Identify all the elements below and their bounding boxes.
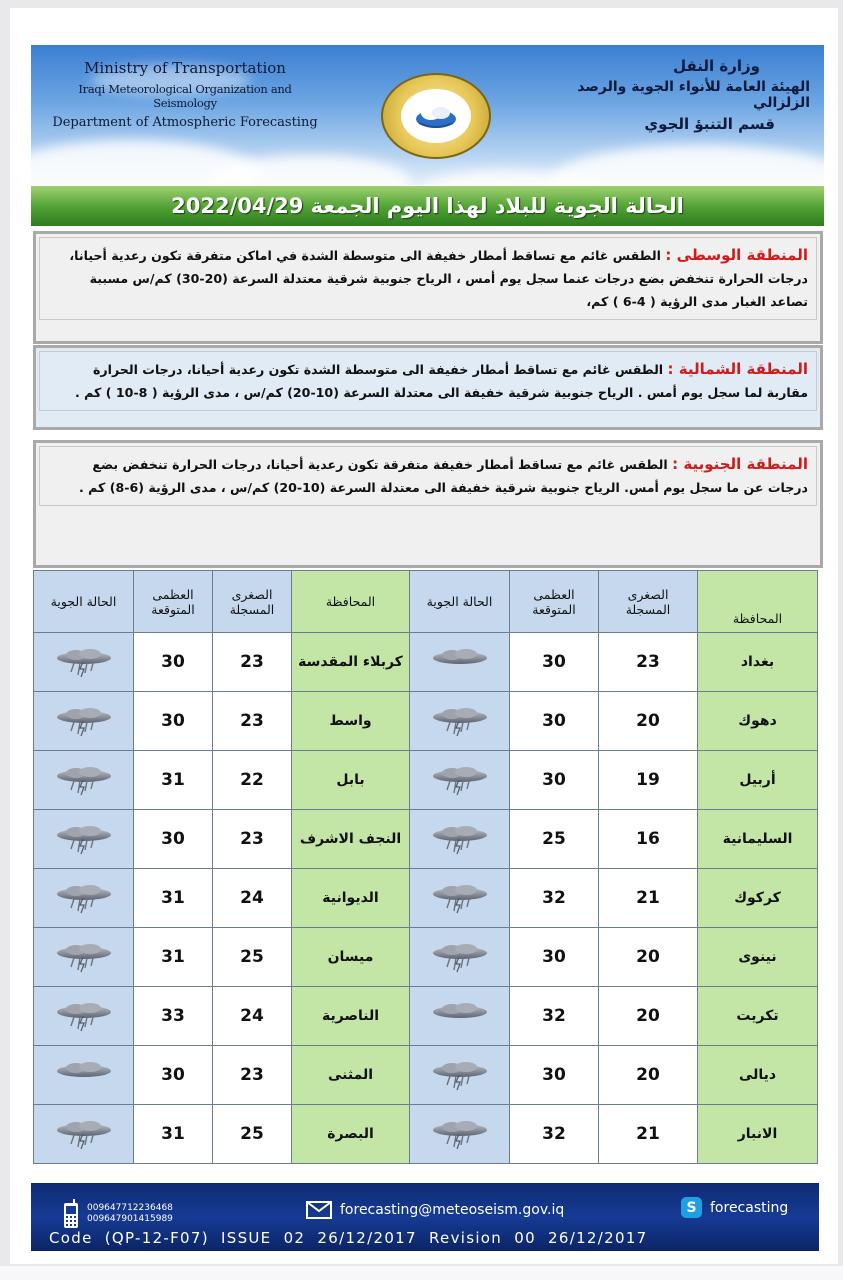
thunderstorm-icon: [430, 1117, 490, 1151]
weather-cell: [410, 987, 510, 1046]
governorate-cell: البصرة: [292, 1105, 410, 1164]
phone-contact: [63, 1199, 173, 1229]
weather-cell: [34, 1046, 134, 1105]
weather-cell: [34, 1105, 134, 1164]
min-temp-cell: 25: [213, 928, 292, 987]
weather-cell: [410, 1105, 510, 1164]
weather-cell: [34, 692, 134, 751]
min-temp-cell: 20: [599, 987, 698, 1046]
department-name-ar: قسم التنبؤ الجوي: [644, 115, 775, 133]
table-row: [34, 1105, 818, 1164]
governorate-cell: ميسان: [292, 928, 410, 987]
ministry-name-en: Ministry of Transportation: [84, 59, 286, 77]
weather-cell: [410, 633, 510, 692]
weather-cell: [410, 928, 510, 987]
max-temp-cell: 25: [510, 810, 599, 869]
max-temp-cell: 30: [510, 1046, 599, 1105]
cloudy-icon: [54, 1058, 114, 1092]
governorate-cell: تكريت: [698, 987, 818, 1046]
min-temp-cell: 16: [599, 810, 698, 869]
weather-cell: [34, 869, 134, 928]
header-governorate: المحافظة: [292, 571, 410, 633]
max-temp-cell: 30: [134, 810, 213, 869]
phone-number[interactable]: 009647712236468: [87, 1203, 173, 1213]
header-max-expected: العظمى المتوقعة: [134, 571, 213, 633]
governorate-cell: الديوانية: [292, 869, 410, 928]
region-forecast-text: الطقس غائم مع تساقط أمطار خفيفة الى متوسطة الشدة تكون رعدية أحيانا، درجات الحرارة مقاربة لما سجل يوم أمس . الرياح جنوبية شرقية خفيفة الى معتدلة السرعة (10-20) كم/س ، مدى الرؤية ( 8-10 ) كم .: [75, 362, 808, 400]
thunderstorm-icon: [430, 940, 490, 974]
temperature-table: [33, 570, 818, 1164]
governorate-cell: المثنى: [292, 1046, 410, 1105]
thunderstorm-icon: [54, 704, 114, 738]
weather-cell: [34, 751, 134, 810]
header-weather: الحالة الجوية: [410, 571, 510, 633]
header-min-recorded: الصغرى المسجلة: [213, 571, 292, 633]
min-temp-cell: 22: [213, 751, 292, 810]
department-name-en: Department of Atmospheric Forecasting: [52, 115, 318, 130]
min-temp-cell: 25: [213, 1105, 292, 1164]
governorate-cell: كركوك: [698, 869, 818, 928]
phone-number[interactable]: 009647901415989: [87, 1214, 173, 1224]
governorate-cell: النجف الاشرف: [292, 810, 410, 869]
header-governorate: المحافظة: [698, 571, 818, 633]
mobile-phone-icon: [63, 1199, 79, 1229]
thunderstorm-icon: [54, 881, 114, 915]
email-contact: [306, 1201, 564, 1219]
skype-contact: [681, 1197, 788, 1218]
weather-cell: [34, 633, 134, 692]
max-temp-cell: 30: [134, 692, 213, 751]
min-temp-cell: 23: [599, 633, 698, 692]
organization-name-ar: الهيئة العامة للأنواء الجوية والرصد الزلزالي: [577, 79, 810, 111]
cloudy-icon: [430, 999, 490, 1033]
table-row: [34, 692, 818, 751]
governorate-cell: ديالى: [698, 1046, 818, 1105]
min-temp-cell: 20: [599, 1046, 698, 1105]
cloudy-icon: [430, 645, 490, 679]
table-row: [34, 987, 818, 1046]
governorate-cell: الناصرية: [292, 987, 410, 1046]
max-temp-cell: 33: [134, 987, 213, 1046]
region-forecast-text: الطقس غائم مع تساقط أمطار خفيفة متفرقة تكون رعدية أحيانا، درجات الحرارة تنخفض بضع درجات عن ما سجل يوم أمس. الرياح جنوبية شرقية خفيفة الى معتدلة السرعة (10-20) كم/س ، مدى الرؤية (6-8) كم .: [79, 457, 808, 495]
max-temp-cell: 30: [510, 633, 599, 692]
thunderstorm-icon: [54, 645, 114, 679]
table-row: [34, 751, 818, 810]
document-code: Code (QP-12-F07) ISSUE 02 26/12/2017 Revision 00 26/12/2017: [49, 1229, 648, 1247]
table-row: [34, 633, 818, 692]
governorate-cell: كربلاء المقدسة: [292, 633, 410, 692]
weather-cell: [410, 810, 510, 869]
email-link[interactable]: forecasting@meteoseism.gov.iq: [340, 1202, 565, 1218]
forecast-box-north: [33, 345, 823, 430]
max-temp-cell: 31: [134, 751, 213, 810]
min-temp-cell: 24: [213, 869, 292, 928]
governorate-cell: الانبار: [698, 1105, 818, 1164]
min-temp-cell: 23: [213, 1046, 292, 1105]
min-temp-cell: 23: [213, 810, 292, 869]
title-bar: [31, 186, 824, 226]
meteorology-seal-icon: [381, 73, 491, 159]
organization-name-en: Iraqi Meteorological Organization and Seismology: [78, 82, 292, 110]
max-temp-cell: 32: [510, 987, 599, 1046]
weather-cell: [34, 810, 134, 869]
max-temp-cell: 31: [134, 869, 213, 928]
thunderstorm-icon: [54, 999, 114, 1033]
min-temp-cell: 20: [599, 692, 698, 751]
weather-cell: [410, 751, 510, 810]
thunderstorm-icon: [430, 1058, 490, 1092]
bottom-strip: [0, 1266, 843, 1280]
skype-icon: S: [681, 1197, 702, 1218]
max-temp-cell: 30: [134, 1046, 213, 1105]
min-temp-cell: 23: [213, 633, 292, 692]
weather-cell: [410, 692, 510, 751]
min-temp-cell: 20: [599, 928, 698, 987]
max-temp-cell: 30: [134, 633, 213, 692]
cloud-decoration: [551, 145, 824, 185]
governorate-cell: السليمانية: [698, 810, 818, 869]
skype-handle[interactable]: forecasting: [710, 1199, 789, 1216]
table-row: [34, 1046, 818, 1105]
table-row: [34, 928, 818, 987]
forecast-box-central: [33, 231, 823, 344]
region-name: المنطقة الوسطى :: [665, 246, 808, 264]
weather-cell: [34, 987, 134, 1046]
min-temp-cell: 21: [599, 1105, 698, 1164]
page-title: الحالة الجوية للبلاد لهذا اليوم الجمعة 2022/04/29: [171, 194, 684, 218]
english-header: [45, 59, 325, 130]
forecast-box-south: [33, 440, 823, 568]
ministry-name-ar: وزارة النقل: [673, 57, 760, 75]
region-forecast-text: الطقس غائم مع تساقط أمطار خفيفة الى متوسطة الشدة في اماكن متفرقة تكون رعدية أحيانا، درجات الحرارة تنخفض بضع درجات عنما سجل يوم أمس ، الرياح جنوبية شرقية معتدلة السرعة (20-30) كم/س مسببة تصاعد الغبار مدى الرؤية ( 4-6 ) كم،: [69, 248, 808, 309]
max-temp-cell: 31: [134, 928, 213, 987]
max-temp-cell: 30: [510, 692, 599, 751]
thunderstorm-icon: [430, 763, 490, 797]
governorate-cell: واسط: [292, 692, 410, 751]
min-temp-cell: 19: [599, 751, 698, 810]
min-temp-cell: 23: [213, 692, 292, 751]
min-temp-cell: 24: [213, 987, 292, 1046]
min-temp-cell: 21: [599, 869, 698, 928]
weather-cell: [34, 928, 134, 987]
governorate-cell: بابل: [292, 751, 410, 810]
thunderstorm-icon: [430, 704, 490, 738]
header-min-recorded: الصغرى المسجلة: [599, 571, 698, 633]
thunderstorm-icon: [430, 822, 490, 856]
max-temp-cell: 32: [510, 869, 599, 928]
region-name: المنطقة الجنوبية :: [672, 455, 808, 473]
thunderstorm-icon: [54, 1117, 114, 1151]
governorate-cell: نينوى: [698, 928, 818, 987]
weather-cell: [410, 869, 510, 928]
thunderstorm-icon: [54, 763, 114, 797]
footer-bar: [31, 1183, 819, 1251]
thunderstorm-icon: [54, 822, 114, 856]
envelope-icon: [306, 1201, 332, 1219]
table-header-row: [34, 571, 818, 633]
governorate-cell: بغداد: [698, 633, 818, 692]
max-temp-cell: 30: [510, 751, 599, 810]
region-name: المنطقة الشمالية :: [667, 360, 808, 378]
thunderstorm-icon: [430, 881, 490, 915]
max-temp-cell: 31: [134, 1105, 213, 1164]
header-max-expected: العظمى المتوقعة: [510, 571, 599, 633]
arabic-header: [570, 57, 810, 133]
table-row: [34, 869, 818, 928]
weather-cell: [410, 1046, 510, 1105]
governorate-cell: دهوك: [698, 692, 818, 751]
header-weather: الحالة الجوية: [34, 571, 134, 633]
thunderstorm-icon: [54, 940, 114, 974]
header-banner: [31, 45, 824, 185]
max-temp-cell: 30: [510, 928, 599, 987]
governorate-cell: أربيل: [698, 751, 818, 810]
table-row: [34, 810, 818, 869]
max-temp-cell: 32: [510, 1105, 599, 1164]
